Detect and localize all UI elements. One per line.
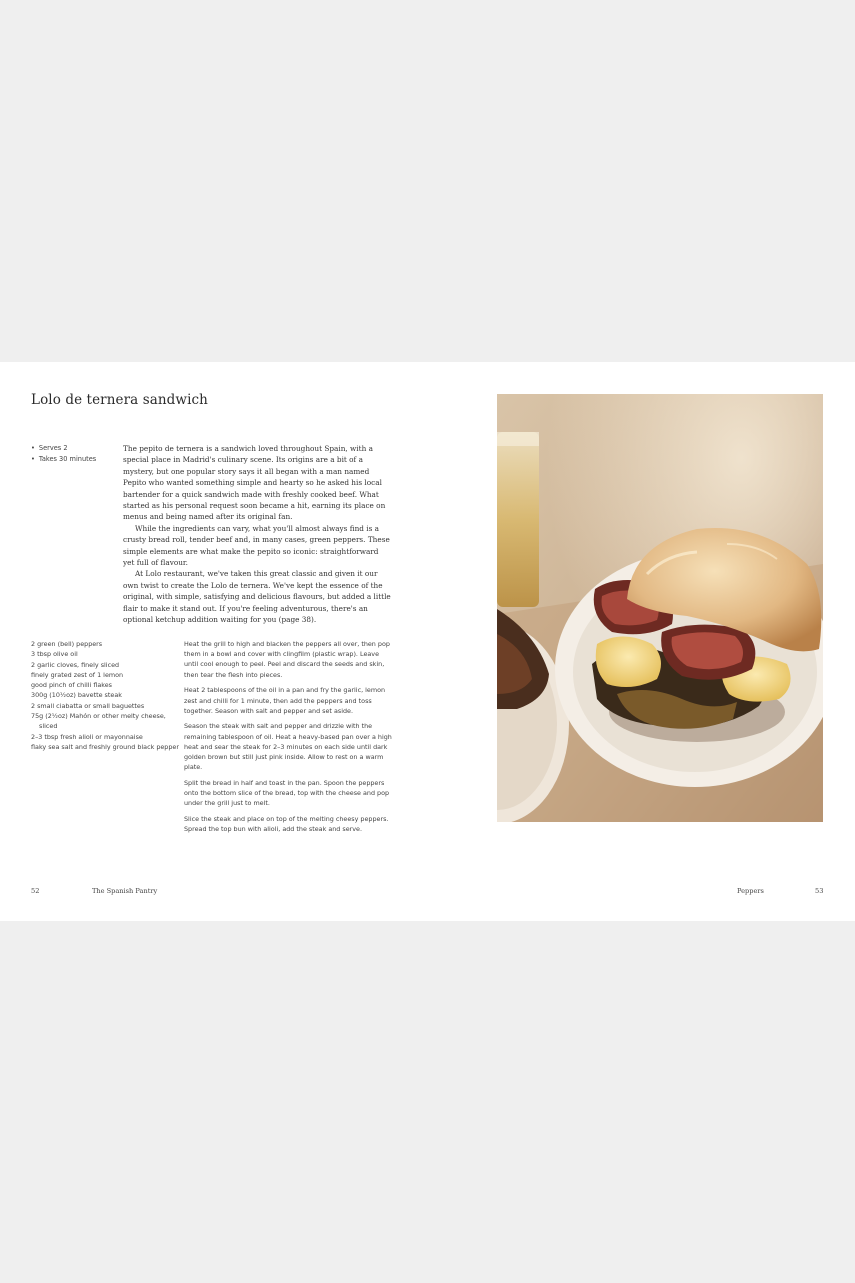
recipe-intro: [123, 443, 391, 626]
ingredient-item: good pinch of chilli flakes: [31, 681, 113, 690]
recipe-meta: [31, 443, 96, 464]
ingredient-item: flaky sea salt and freshly ground black pepper: [31, 742, 179, 751]
ingredients-list: [31, 639, 181, 752]
method-step: Season the steak with salt and pepper and drizzle with the remaining tablespoon of oil. Heat a heavy-based pan over a high heat and sear the steak for 2–3 minutes on each side until dark golden brown but still just pink inside. Allow to rest on a warm plate.: [184, 722, 392, 772]
right-page-number: 53: [815, 887, 824, 895]
method-step: Heat the grill to high and blacken the peppers all over, then pop them in a bowl and cover with clingfilm (plastic wrap). Leave until cool enough to peel. Peel and discard the seeds and skin, then tear the flesh into pieces.: [184, 640, 390, 679]
serves-info: • Serves 2: [31, 443, 96, 454]
left-page-number: 52: [31, 887, 40, 895]
ingredient-item: finely grated zest of 1 lemon: [31, 670, 124, 679]
ingredient-item: 75g (2½oz) Mahón or other melty cheese, sliced: [31, 712, 166, 731]
book-spread: [0, 362, 855, 921]
ingredient-item: 2 garlic cloves, finely sliced: [31, 660, 120, 669]
ingredient-item: 3 tbsp olive oil: [31, 650, 78, 659]
ingredient-item: 2 small ciabatta or small baguettes: [31, 701, 145, 710]
sandwich-photo: [497, 394, 823, 822]
method-step: Slice the steak and place on top of the melting cheesy peppers. Spread the top bun with alioli, add the steak and serve.: [184, 815, 389, 834]
time-info: • Takes 30 minutes: [31, 454, 96, 465]
method-step: Split the bread in half and toast in the pan. Spoon the peppers onto the bottom slice of the bread, top with the cheese and pop under the grill just to melt.: [184, 778, 390, 808]
method-steps: [184, 639, 392, 840]
method-step: Heat 2 tablespoons of the oil in a pan and fry the garlic, lemon zest and chilli for 1 minute, then add the peppers and toss together. Season with salt and pepper and set aside.: [184, 686, 386, 715]
chapter-footer: Peppers: [737, 887, 764, 895]
intro-paragraph: At Lolo restaurant, we've taken this great classic and given it our own twist to create the Lolo de ternera. We've kept the essence of the original, with simple, satisfying and delicious flavours, but added a little flair to make it stand out. If you're feeling adventurous, there's an optional ketchup addition waiting for you (page 38).: [123, 569, 391, 625]
intro-paragraph: While the ingredients can vary, what you'll almost always find is a crusty bread roll, tender beef and, in many cases, green peppers. These simple elements are what make the pepito so iconic: straightforward yet full of flavour.: [123, 523, 390, 568]
intro-paragraph: The pepito de ternera is a sandwich loved throughout Spain, with a special place in Madrid's culinary scene. Its origins are a bit of a mystery, but one popular story says it all began with a man named Pepito who wanted something simple and hearty so he asked his local bartender for a quick sandwich made with freshly cooked beef. What started as his personal request soon became a hit, earning its place on menus and being named after its original fan.: [123, 444, 386, 522]
book-title-footer: The Spanish Pantry: [92, 887, 158, 895]
ingredient-item: 300g (10½oz) bavette steak: [31, 691, 122, 700]
ingredient-item: 2–3 tbsp fresh alioli or mayonnaise: [31, 732, 143, 741]
ingredient-item: 2 green (bell) peppers: [31, 640, 103, 648]
recipe-title: Lolo de ternera sandwich: [31, 392, 208, 408]
